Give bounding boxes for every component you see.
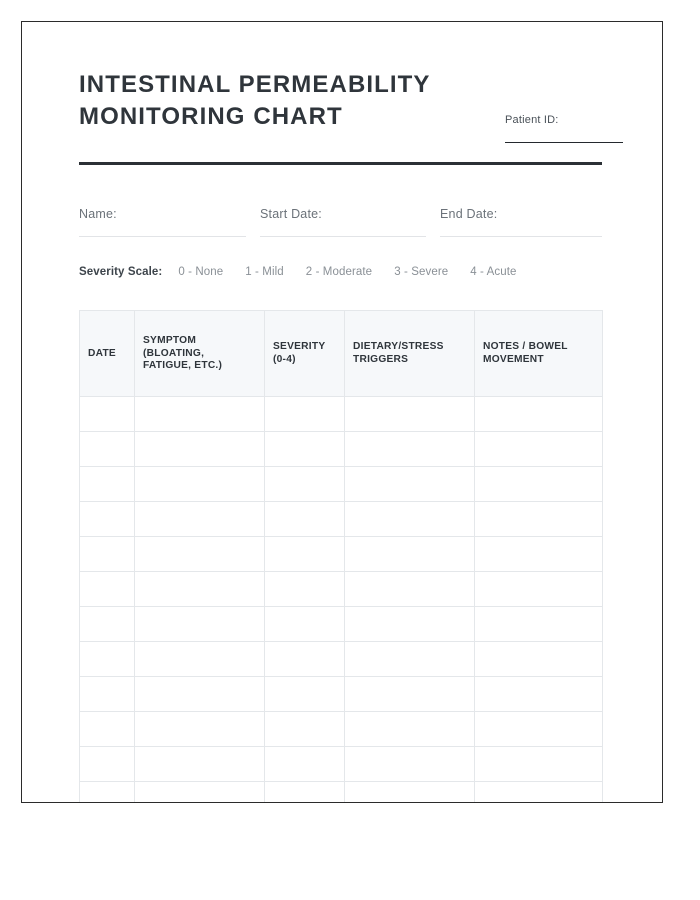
table-cell-severity[interactable] (265, 642, 345, 677)
table-cell-symptom[interactable] (135, 677, 265, 712)
table-row (80, 502, 603, 537)
table-cell-severity[interactable] (265, 747, 345, 782)
table-row (80, 432, 603, 467)
table-cell-date[interactable] (80, 432, 135, 467)
table-cell-date[interactable] (80, 502, 135, 537)
table-cell-date[interactable] (80, 782, 135, 804)
column-header-symptom-line-2: (BLOATING, (143, 347, 205, 359)
column-header-triggers (345, 311, 475, 397)
table-cell-severity[interactable] (265, 712, 345, 747)
end-date-field[interactable] (440, 207, 602, 237)
table-cell-date[interactable] (80, 467, 135, 502)
table-cell-symptom[interactable] (135, 572, 265, 607)
table-cell-date[interactable] (80, 607, 135, 642)
table-cell-notes[interactable] (475, 537, 603, 572)
table-cell-severity[interactable] (265, 572, 345, 607)
symptom-log-table-container (79, 310, 602, 803)
table-cell-triggers[interactable] (345, 642, 475, 677)
column-header-severity (265, 311, 345, 397)
severity-level-0: 0 - None (178, 266, 224, 278)
table-cell-severity[interactable] (265, 537, 345, 572)
severity-scale-label: Severity Scale: (79, 266, 163, 278)
table-row (80, 747, 603, 782)
column-header-symptom-line-3: FATIGUE, ETC.) (143, 360, 223, 372)
table-cell-severity[interactable] (265, 607, 345, 642)
table-cell-symptom[interactable] (135, 607, 265, 642)
name-field[interactable] (79, 207, 260, 237)
page-title (79, 69, 459, 133)
table-cell-notes[interactable] (475, 397, 603, 432)
symptom-log-table (79, 310, 603, 803)
start-date-field[interactable] (260, 207, 440, 237)
page-title-line-2: MONITORING CHART (79, 103, 343, 130)
column-header-severity-line-1: SEVERITY (273, 341, 326, 353)
table-cell-notes[interactable] (475, 712, 603, 747)
table-cell-triggers[interactable] (345, 432, 475, 467)
severity-level-1: 1 - Mild (245, 266, 284, 278)
table-row (80, 572, 603, 607)
page-title-line-1: INTESTINAL PERMEABILITY (79, 71, 431, 98)
header-divider (79, 162, 602, 165)
column-header-triggers-line-2: TRIGGERS (353, 354, 409, 365)
column-header-symptom (135, 311, 265, 397)
severity-level-3: 3 - Severe (394, 266, 449, 278)
name-label: Name: (79, 207, 117, 221)
table-body (80, 397, 603, 804)
table-cell-triggers[interactable] (345, 677, 475, 712)
table-row (80, 467, 603, 502)
table-cell-triggers[interactable] (345, 712, 475, 747)
table-cell-symptom[interactable] (135, 642, 265, 677)
table-cell-triggers[interactable] (345, 537, 475, 572)
table-cell-triggers[interactable] (345, 572, 475, 607)
table-cell-triggers[interactable] (345, 502, 475, 537)
table-cell-severity[interactable] (265, 432, 345, 467)
column-header-triggers-line-1: DIETARY/STRESS (353, 341, 444, 353)
table-cell-date[interactable] (80, 397, 135, 432)
table-row (80, 537, 603, 572)
column-header-notes (475, 311, 603, 397)
table-cell-triggers[interactable] (345, 467, 475, 502)
severity-level-4: 4 - Acute (470, 266, 517, 278)
patient-id-write-line[interactable] (505, 142, 623, 143)
table-cell-symptom[interactable] (135, 782, 265, 804)
start-date-write-line[interactable] (260, 236, 426, 237)
page-content (22, 22, 663, 372)
table-cell-notes[interactable] (475, 432, 603, 467)
table-cell-symptom[interactable] (135, 747, 265, 782)
table-cell-notes[interactable] (475, 502, 603, 537)
table-cell-notes[interactable] (475, 642, 603, 677)
meta-fields-row (79, 207, 602, 237)
column-header-symptom-line-1: SYMPTOM (143, 335, 197, 347)
table-header (80, 311, 603, 397)
document-page (21, 21, 663, 803)
table-cell-notes[interactable] (475, 572, 603, 607)
table-cell-symptom[interactable] (135, 397, 265, 432)
end-date-write-line[interactable] (440, 236, 602, 237)
table-cell-severity[interactable] (265, 467, 345, 502)
table-row (80, 677, 603, 712)
table-cell-triggers[interactable] (345, 397, 475, 432)
table-cell-date[interactable] (80, 677, 135, 712)
column-header-notes-line-1: NOTES / BOWEL (483, 341, 568, 353)
end-date-label: End Date: (440, 207, 498, 221)
name-write-line[interactable] (79, 236, 246, 237)
table-cell-triggers[interactable] (345, 782, 475, 804)
table-cell-notes[interactable] (475, 467, 603, 502)
severity-level-2: 2 - Moderate (305, 266, 373, 278)
table-cell-severity[interactable] (265, 397, 345, 432)
table-cell-date[interactable] (80, 537, 135, 572)
table-cell-symptom[interactable] (135, 712, 265, 747)
table-row (80, 712, 603, 747)
table-cell-notes[interactable] (475, 782, 603, 804)
column-header-severity-line-2: (0-4) (273, 354, 296, 365)
column-header-date (80, 311, 135, 397)
table-cell-triggers[interactable] (345, 747, 475, 782)
table-cell-notes[interactable] (475, 677, 603, 712)
table-cell-date[interactable] (80, 747, 135, 782)
table-row (80, 397, 603, 432)
patient-id-field[interactable] (505, 114, 623, 143)
table-cell-symptom[interactable] (135, 502, 265, 537)
table-cell-notes[interactable] (475, 747, 603, 782)
table-row (80, 607, 603, 642)
table-cell-symptom[interactable] (135, 537, 265, 572)
column-header-date-line-1: DATE (88, 347, 116, 359)
table-cell-notes[interactable] (475, 607, 603, 642)
table-cell-severity[interactable] (265, 677, 345, 712)
table-cell-date[interactable] (80, 572, 135, 607)
table-row (80, 642, 603, 677)
table-cell-severity[interactable] (265, 502, 345, 537)
table-row (80, 782, 603, 804)
table-cell-symptom[interactable] (135, 467, 265, 502)
table-cell-severity[interactable] (265, 782, 345, 804)
table-header-row (80, 311, 603, 397)
table-cell-date[interactable] (80, 712, 135, 747)
column-header-notes-line-2: MOVEMENT (483, 354, 544, 365)
table-cell-triggers[interactable] (345, 607, 475, 642)
table-cell-symptom[interactable] (135, 432, 265, 467)
start-date-label: Start Date: (260, 207, 322, 221)
severity-scale-legend (79, 266, 517, 278)
patient-id-label: Patient ID: (505, 114, 559, 126)
table-cell-date[interactable] (80, 642, 135, 677)
